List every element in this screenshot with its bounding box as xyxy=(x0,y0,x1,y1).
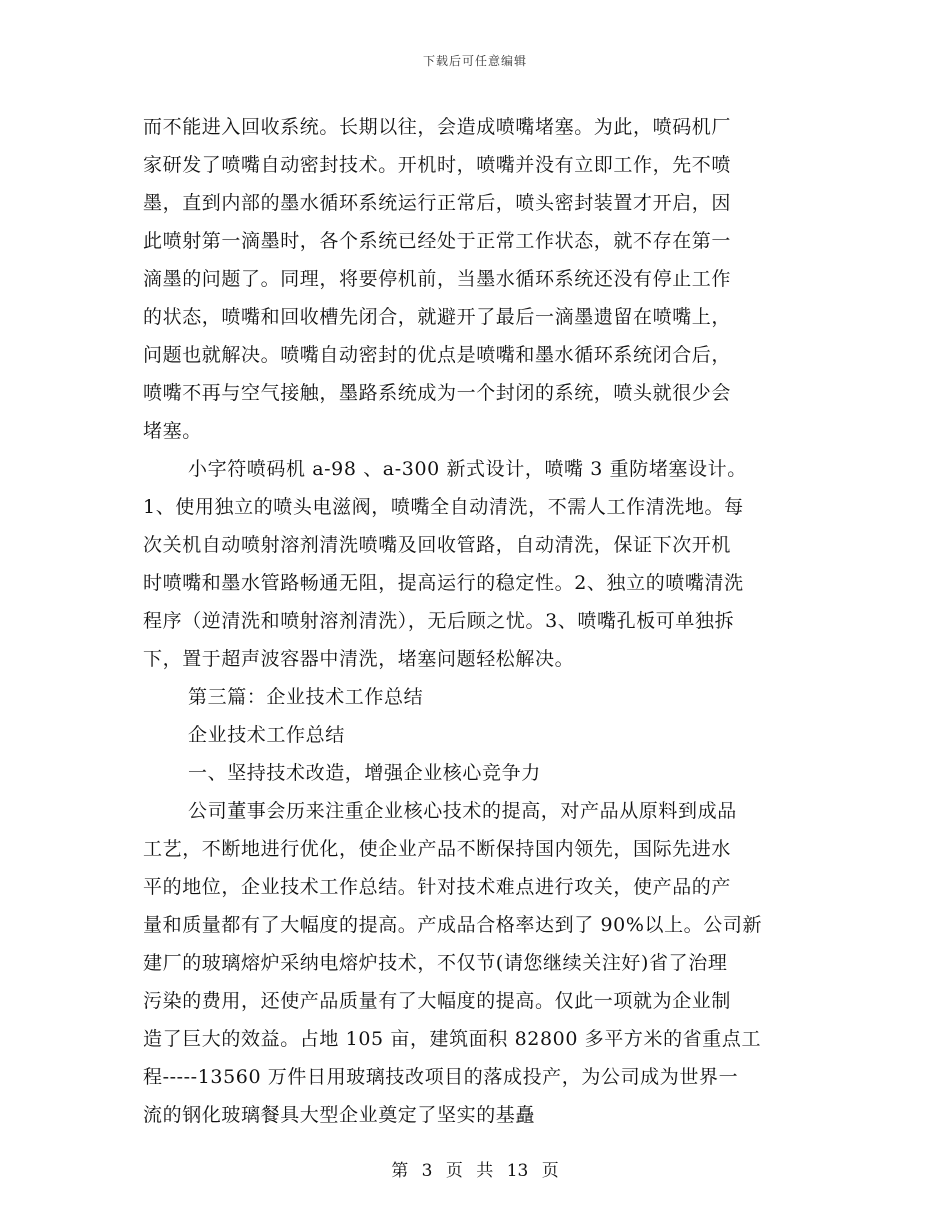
body-line: 家研发了喷嘴自动密封技术。开机时，喷嘴并没有立即工作，先不喷 xyxy=(143,154,732,176)
body-line: 小字符喷码机 a-98 、a-300 新式设计，喷嘴 3 重防堵塞设计。 xyxy=(188,458,747,480)
body-line: 下，置于超声波容器中清洗，堵塞问题轻松解决。 xyxy=(143,648,575,670)
body-line: 问题也就解决。喷嘴自动密封的优点是喷嘴和墨水循环系统闭合后， xyxy=(143,344,732,366)
body-line: 公司董事会历来注重企业核心技术的提高，对产品从原料到成品 xyxy=(188,800,737,822)
body-line: 喷嘴不再与空气接触，墨路系统成为一个封闭的系统，喷头就很少会 xyxy=(143,382,732,404)
body-line: 污染的费用，还使产品质量有了大幅度的提高。仅此一项就为企业制 xyxy=(143,990,732,1012)
page-header: 下载后可任意编辑 xyxy=(422,54,527,68)
document-body xyxy=(143,108,811,1134)
body-line: 滴墨的问题了。同理，将要停机前，当墨水循环系统还没有停止工作 xyxy=(143,268,732,290)
body-line: 流的钢化玻璃餐具大型企业奠定了坚实的基矗 xyxy=(143,1104,536,1126)
page-number: 第 3 页 共 13 页 xyxy=(391,1161,559,1181)
body-line: 的状态，喷嘴和回收槽先闭合，就避开了最后一滴墨遗留在喷嘴上， xyxy=(143,306,732,328)
body-line: 此喷射第一滴墨时，各个系统已经处于正常工作状态，就不存在第一 xyxy=(143,230,732,252)
section-heading: 一、坚持技术改造，增强企业核心竞争力 xyxy=(188,762,541,784)
body-line: 工艺，不断地进行优化，使企业产品不断保持国内领先，国际先进水 xyxy=(143,838,732,860)
body-line: 量和质量都有了大幅度的提高。产成品合格率达到了 90%以上。公司新 xyxy=(143,914,763,936)
body-line: 程-----13560 万件日用玻璃技改项目的落成投产，为公司成为世界一 xyxy=(143,1066,739,1088)
body-line: 而不能进入回收系统。长期以往，会造成喷嘴堵塞。为此，喷码机厂 xyxy=(143,116,732,138)
body-line: 次关机自动喷射溶剂清洗喷嘴及回收管路，自动清洗，保证下次开机 xyxy=(143,534,732,556)
document-title: 企业技术工作总结 xyxy=(188,724,345,746)
body-line: 1、使用独立的喷头电滋阀，喷嘴全自动清洗，不需人工作清洗地。每 xyxy=(143,496,744,518)
body-line: 建厂的玻璃熔炉采纳电熔炉技术，不仅节(请您继续关注好)省了治理 xyxy=(143,952,728,974)
body-line: 平的地位，企业技术工作总结。针对技术难点进行攻关，使产品的产 xyxy=(143,876,732,898)
section-title: 第三篇：企业技术工作总结 xyxy=(188,686,424,708)
body-line: 时喷嘴和墨水管路畅通无阻，提高运行的稳定性。2、独立的喷嘴清洗 xyxy=(143,572,744,594)
body-line: 墨，直到内部的墨水循环系统运行正常后，喷头密封装置才开启，因 xyxy=(143,192,732,214)
body-line: 堵塞。 xyxy=(143,420,202,442)
body-line: 造了巨大的效益。占地 105 亩，建筑面积 82800 多平方米的省重点工 xyxy=(143,1028,762,1050)
body-line: 程序（逆清洗和喷射溶剂清洗），无后顾之忧。3、喷嘴孔板可单独拆 xyxy=(143,610,735,632)
